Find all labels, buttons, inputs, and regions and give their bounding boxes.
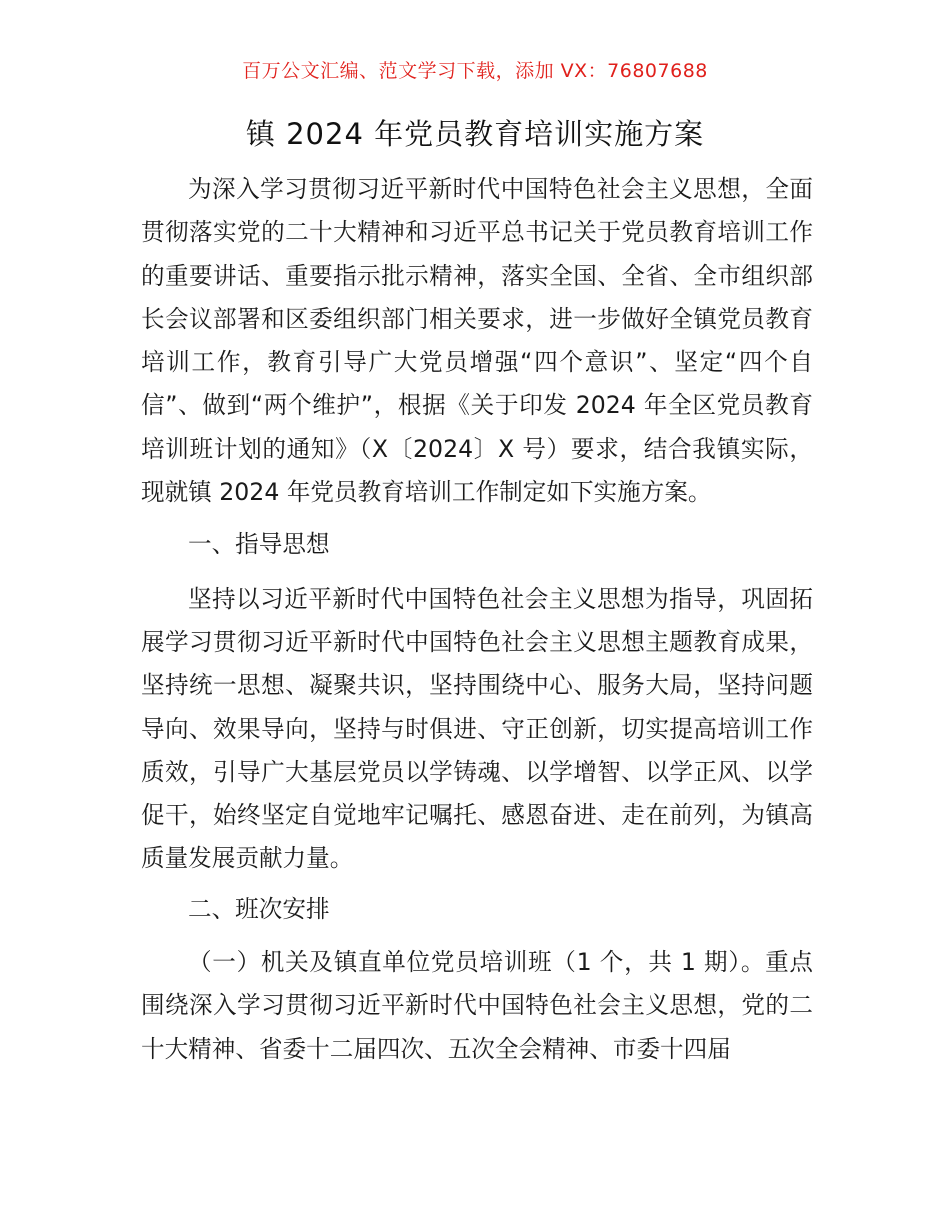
class-arrangement-paragraph: （一）机关及镇直单位党员培训班（1 个，共 1 期）。重点围绕深入学习贯彻习近平新时代中国特色社会主义思想，党的二十大精神、省委十二届四次、五次全会精神、市委十四届	[141, 948, 813, 1063]
header-contact-note: 百万公文汇编、范文学习下载，添加 VX：76807688	[242, 60, 708, 82]
section-heading-class-arrangement: 二、班次安排	[188, 894, 330, 923]
document-body	[141, 168, 813, 1071]
intro-paragraph: 为深入学习贯彻习近平新时代中国特色社会主义思想，全面贯彻落实党的二十大精神和习近平总书记关于党员教育培训工作的重要讲话、重要指示批示精神，落实全国、全省、全市组织部长会议部署和区委组织部门相关要求，进一步做好全镇党员教育培训工作，教育引导广大党员增强“四个意识”、坚定“四个自信”、做到“两个维护”，根据《关于印发 2024 年全区党员教育培训班计划的通知》（X〔2024〕X 号）要求，结合我镇实际，现就镇 2024 年党员教育培训工作制定如下实施方案。	[141, 175, 813, 507]
section-heading-guiding-ideology: 一、指导思想	[188, 530, 330, 559]
guiding-ideology-paragraph: 坚持以习近平新时代中国特色社会主义思想为指导，巩固拓展学习贯彻习近平新时代中国特色社会主义思想主题教育成果，坚持统一思想、凝聚共识，坚持围绕中心、服务大局，坚持问题导向、效果导向，坚持与时俱进、守正创新，切实提高培训工作质效，引导广大基层党员以学铸魂、以学增智、以学正风、以学促干，始终坚定自觉地牢记嘱托、感恩奋进、走在前列，为镇高质量发展贡献力量。	[141, 584, 813, 873]
document-title: 镇 2024 年党员教育培训实施方案	[245, 117, 705, 151]
